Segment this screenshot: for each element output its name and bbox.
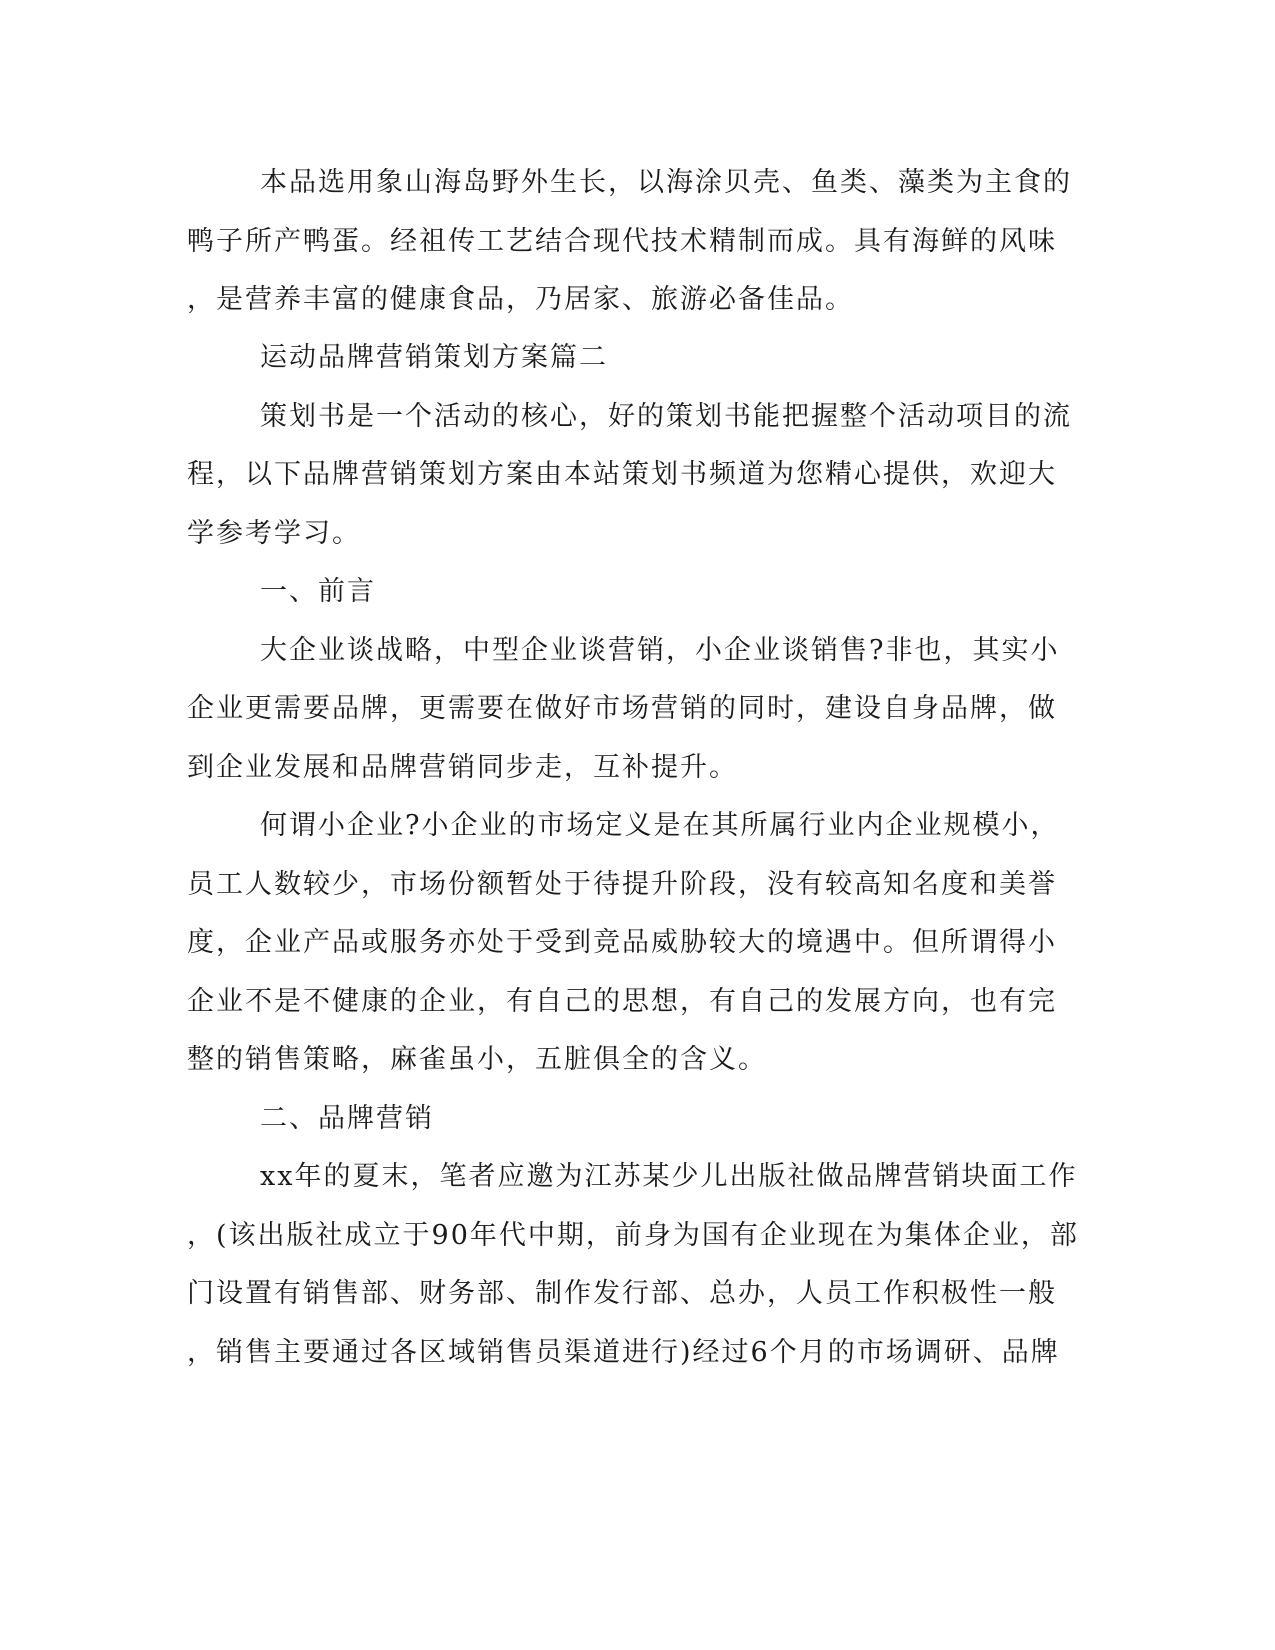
paragraph-line: 学参考学习。 <box>187 518 361 549</box>
paragraph-line: 本品选用象山海岛野外生长，以海涂贝壳、鱼类、藻类为主食的 <box>260 167 1072 198</box>
paragraph-line: 何谓小企业?小企业的市场定义是在其所属行业内企业规模小， <box>260 810 1060 841</box>
paragraph-line: ，是营养丰富的健康食品，乃居家、旅游必备佳品。 <box>187 284 854 315</box>
paragraph-line: 程，以下品牌营销策划方案由本站策划书频道为您精心提供，欢迎大 <box>187 459 1057 490</box>
paragraph-line: 大企业谈战略，中型企业谈营销，小企业谈销售?非也，其实小 <box>260 635 1060 666</box>
paragraph-line: 度，企业产品或服务亦处于受到竞品威胁较大的境遇中。但所谓得小 <box>187 927 1057 958</box>
paragraph-line: 策划书是一个活动的核心，好的策划书能把握整个活动项目的流 <box>260 401 1072 432</box>
section-heading: 二、品牌营销 <box>260 1103 434 1134</box>
paragraph-line: 门设置有销售部、财务部、制作发行部、总办，人员工作积极性一般 <box>187 1278 1057 1309</box>
paragraph-line: 到企业发展和品牌营销同步走，互补提升。 <box>187 752 738 783</box>
paragraph-line: 鸭子所产鸭蛋。经祖传工艺结合现代技术精制而成。具有海鲜的风味 <box>187 226 1057 257</box>
section-heading: 运动品牌营销策划方案篇二 <box>260 342 608 373</box>
paragraph-line: 企业不是不健康的企业，有自己的思想，有自己的发展方向，也有完 <box>187 986 1057 1017</box>
paragraph-line: 企业更需要品牌，更需要在做好市场营销的同时，建设自身品牌，做 <box>187 693 1057 724</box>
paragraph-line: 整的销售策略，麻雀虽小，五脏俱全的含义。 <box>187 1044 767 1075</box>
paragraph-line: ，销售主要通过各区域销售员渠道进行)经过6个月的市场调研、品牌 <box>187 1337 1060 1368</box>
paragraph-line: 员工人数较少，市场份额暂处于待提升阶段，没有较高知名度和美誉 <box>187 869 1057 900</box>
paragraph-line: xx年的夏末，笔者应邀为江苏某少儿出版社做品牌营销块面工作 <box>260 1161 1078 1192</box>
section-heading: 一、前言 <box>260 576 376 607</box>
paragraph-line: ，(该出版社成立于90年代中期，前身为国有企业现在为集体企业，部 <box>187 1220 1079 1251</box>
